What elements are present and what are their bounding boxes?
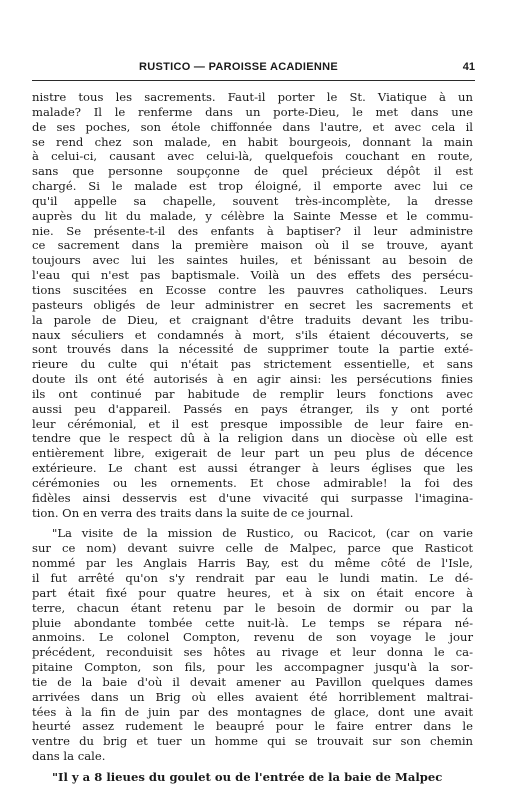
text-line: précédent, reconduisit ses hôtes au rivage et leur donna le ca- — [32, 645, 473, 660]
text-line: nistre tous les sacrements. Faut-il porter le St. Viatique à un — [32, 90, 473, 104]
text-line: pitaine Compton, son fils, pour les accompagner jusqu'à la sor- — [32, 660, 473, 675]
text-line: pasteurs obligés de leur administrer en secret les sacrements et — [32, 297, 473, 312]
body-text — [32, 90, 473, 785]
text-line: il fut arrêté qu'on s'y rendrait par eau le lundi matin. Le dé- — [32, 571, 473, 585]
text-line: aussi peu d'appareil. Passés en pays étranger, ils y ont porté — [32, 401, 473, 416]
text-line: auprès du lit du malade, y célèbre la Sainte Messe et le commu- — [32, 208, 473, 223]
text-line: nie. Se présente-t-il des enfants à baptiser? il leur administre — [32, 223, 473, 238]
text-line: à celui-ci, causant avec celui-là, quelquefois couchant en route, — [32, 149, 473, 164]
text-line: fidèles ainsi desservis est d'une vivacité qui surpasse l'imagina- — [32, 490, 473, 505]
text-line: tées à la fin de juin par des montagnes de glace, dont une avait — [32, 704, 473, 719]
text-line: entièrement libre, exigerait de leur part un peu plus de décence — [32, 446, 473, 461]
text-line: cérémonies ou les ornements. Et chose admirable! la foi des — [32, 475, 473, 490]
text-line: nommé par les Anglais Harris Bay, est du même côté de l'Isle, — [32, 556, 473, 571]
text-line: malade? Il le renferme dans un porte-Dieu, le met dans une — [32, 104, 473, 119]
text-line: tie de la baie d'où il devait amener au Pavillon quelques dames — [32, 674, 473, 689]
paragraph-1 — [32, 90, 473, 520]
text-line: ce sacrement dans la première maison où il se trouve, ayant — [32, 238, 473, 253]
text-line: part était fixé pour quatre heures, et à six on était encore à — [32, 585, 473, 600]
text-line: heurté assez rudement le beaupré pour le faire entrer dans le — [32, 719, 473, 734]
text-line: "La visite de la mission de Rustico, ou Racicot, (car on varie — [52, 526, 473, 541]
text-line: dans la cale. — [32, 749, 106, 764]
text-line: pluie abondante tombée cette nuit-là. Le temps se répara né- — [32, 615, 473, 630]
text-line: ils ont continué par habitude de remplir leurs fonctions avec — [32, 386, 473, 401]
paragraph-2 — [32, 526, 473, 764]
text-line: terre, chacun étant retenu par le besoin de dormir ou par la — [32, 600, 473, 615]
text-line: "Il y a 8 lieues du goulet ou de l'entrée de la baie de Malpec — [52, 769, 443, 784]
text-line: arrivées dans un Brig où elles avaient été horriblement maltrai- — [32, 689, 473, 704]
text-line: ventre du brig et tuer un homme qui se trouvait sur son chemin — [32, 734, 473, 749]
text-line: naux séculiers et condamnés à mort, s'ils étaient découverts, se — [32, 327, 473, 342]
text-line: doute ils ont été autorisés à en agir ainsi: les persécutions finies — [32, 372, 473, 387]
text-line: la parole de Dieu, et craignant d'être traduits devant les tribu- — [32, 312, 473, 327]
page-number: 41 — [462, 61, 475, 73]
text-line: sur ce nom) devant suivre celle de Malpec, parce que Rasticot — [32, 541, 473, 556]
page-header — [32, 58, 475, 81]
text-line: l'eau qui n'est pas baptismale. Voilà un des effets des persécu- — [32, 268, 473, 283]
text-line: tion. On en verra des traits dans la suite de ce journal. — [32, 505, 354, 520]
text-line: tions suscitées en Ecosse contre les pauvres catholiques. Leurs — [32, 282, 473, 297]
text-line: leur cérémonial, et il est presque impossible de leur faire en- — [32, 416, 473, 431]
text-line: se rend chez son malade, en habit bourgeois, donnant la main — [32, 134, 473, 149]
text-line: extérieure. Le chant est aussi étranger à leurs églises que les — [32, 461, 473, 476]
text-line: de ses poches, son étole chiffonnée dans l'autre, et avec cela il — [32, 119, 473, 134]
text-line: tendre que le respect dû à la religion dans un diocèse où elle est — [32, 431, 473, 446]
text-line: sans que personne soupçonne de quel précieux dépôt il est — [32, 164, 473, 179]
paragraph-3 — [32, 770, 473, 785]
text-line: rieure du culte qui n'était pas strictement essentielle, et sans — [32, 357, 473, 372]
text-line: chargé. Si le malade est trop éloigné, il emporte avec lui ce — [32, 179, 473, 194]
text-line: qu'il appelle sa chapelle, souvent très-incomplète, la dresse — [32, 193, 473, 208]
running-title: RUSTICO — PAROISSE ACADIENNE — [138, 61, 339, 73]
text-line: sont trouvés dans la nécessité de supprimer toute la partie exté- — [32, 342, 473, 357]
text-line: anmoins. Le colonel Compton, revenu de son voyage le jour — [32, 630, 473, 645]
text-line: toujours avec lui les saintes huiles, et bénissant au besoin de — [32, 253, 473, 268]
